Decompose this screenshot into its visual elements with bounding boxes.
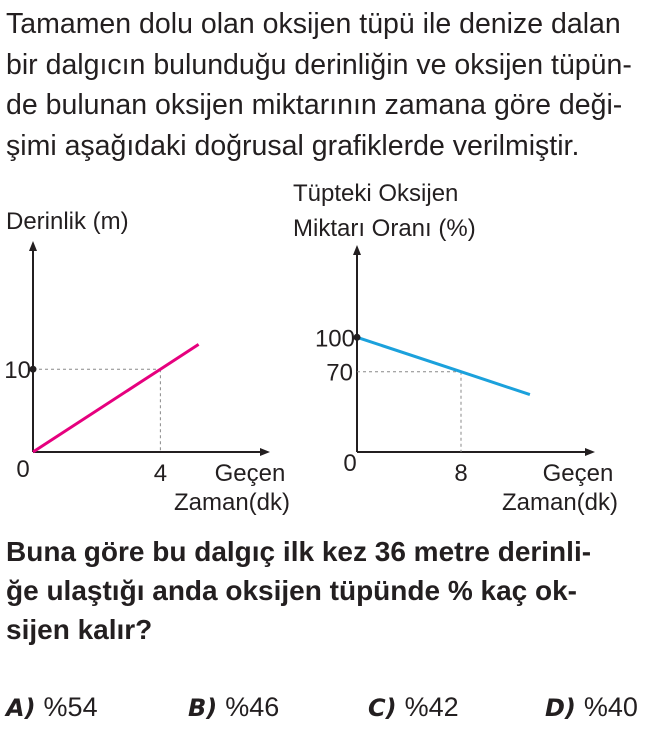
oxygen-y-axis-label-line1: Tüpteki Oksijen bbox=[293, 180, 459, 207]
oxygen-chart bbox=[293, 180, 618, 516]
intro-line: şimi aşağıdaki doğrusal grafiklerde verilmiştir. bbox=[6, 129, 580, 162]
question-text bbox=[6, 532, 646, 649]
oxygen-y-tick-label-100: 100 bbox=[314, 325, 355, 353]
oxygen-x-axis-label-line2: Zaman(dk) bbox=[501, 489, 619, 516]
option-a-text: %54 bbox=[43, 692, 98, 722]
oxygen-origin-label: 0 bbox=[343, 450, 357, 477]
depth-origin-label: 0 bbox=[16, 456, 30, 483]
depth-x-axis-label-line1: Geçen bbox=[214, 460, 286, 487]
intro-line: Tamamen dolu olan oksijen tüpü ile denize dalan bbox=[6, 8, 621, 40]
intro-line: bir dalgıcın bulunduğu derinliğin ve oksijen tüpün- bbox=[6, 48, 632, 81]
depth-x-tick-label: 4 bbox=[153, 460, 168, 487]
option-d-text: %40 bbox=[583, 692, 638, 722]
question-line: ğe ulaştığı anda oksijen tüpünde % kaç ok- bbox=[6, 575, 578, 606]
option-b[interactable] bbox=[188, 692, 279, 723]
depth-y-tick-label: 10 bbox=[4, 357, 31, 385]
option-b-text: %46 bbox=[225, 692, 280, 722]
option-d[interactable] bbox=[545, 692, 638, 723]
option-d-letter: D) bbox=[545, 694, 576, 722]
oxygen-x-tick-label: 8 bbox=[454, 460, 468, 487]
option-a-letter: A) bbox=[6, 694, 36, 722]
oxygen-y-tick-label-70: 70 bbox=[326, 359, 353, 387]
question-line: sijen kalır? bbox=[6, 614, 153, 645]
option-a[interactable] bbox=[6, 692, 98, 723]
oxygen-series-line bbox=[357, 337, 530, 394]
depth-series-line bbox=[33, 344, 199, 452]
question-line: Buna göre bu dalgıç ilk kez 36 metre derinli- bbox=[6, 536, 592, 567]
intro-line: de bulunan oksijen miktarının zamana göre deği- bbox=[6, 89, 623, 121]
option-c-letter: C) bbox=[368, 694, 397, 722]
oxygen-x-axis-label-line1: Geçen bbox=[542, 460, 614, 487]
option-c[interactable] bbox=[368, 692, 459, 723]
depth-x-axis-label-line2: Zaman(dk) bbox=[173, 489, 291, 516]
option-c-text: %42 bbox=[404, 692, 459, 722]
depth-y-axis-label: Derinlik (m) bbox=[6, 208, 129, 235]
oxygen-y-axis-label-line2: Miktarı Oranı (%) bbox=[293, 215, 476, 242]
option-b-letter: B) bbox=[188, 694, 218, 722]
depth-chart bbox=[4, 208, 290, 516]
